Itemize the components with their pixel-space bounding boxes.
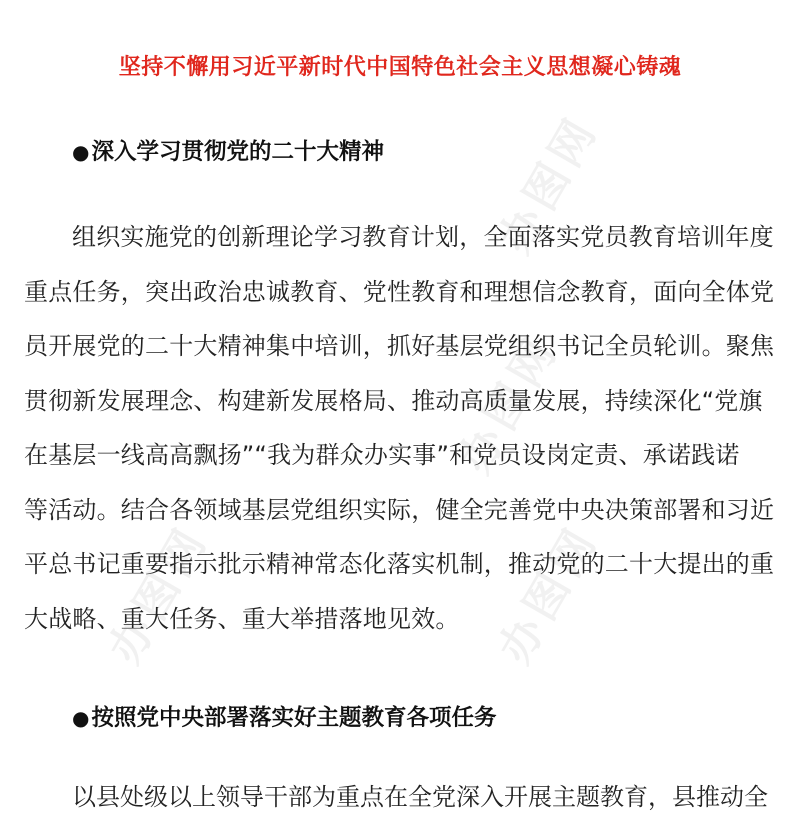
watermark: 办图网 bbox=[99, 516, 219, 672]
watermark: 办图网 bbox=[449, 326, 569, 482]
paragraph-line: 平总书记重要指示批示精神常态化落实机制，推动党的二十大提出的重 bbox=[24, 550, 775, 578]
paragraph-line: 大战略、重大任务、重大举措落地见效。 bbox=[24, 604, 460, 633]
paragraph-line: 员开展党的二十大精神集中培训，抓好基层党组织书记全员轮训。聚焦 bbox=[24, 332, 775, 360]
watermark: 办图网 bbox=[489, 516, 609, 672]
bullet-icon: ● bbox=[72, 706, 90, 730]
section-heading-study bbox=[72, 136, 384, 168]
paragraph-line-partial: 以县处级以上领导干部为重点在全党深入开展主题教育，县推动全 bbox=[72, 783, 768, 811]
section-heading-text: 深入学习贯彻党的二十大精神 bbox=[91, 139, 384, 165]
paragraph-line: 等活动。结合各领域基层党组织实际，健全完善党中央决策部署和习近 bbox=[24, 495, 775, 524]
section-heading-text: 按照党中央部署落实好主题教育各项任务 bbox=[91, 705, 497, 731]
watermark: 办图网 bbox=[489, 106, 609, 262]
section-heading-tasks bbox=[72, 702, 496, 734]
paragraph-line: 组织实施党的创新理论学习教育计划，全面落实党员教育培训年度 bbox=[72, 223, 774, 251]
section-paragraph bbox=[24, 218, 780, 654]
paragraph-line: 在基层一线高高飘扬”“我为群众办实事”和党员设岗定责、承诺践诺 bbox=[24, 441, 740, 469]
bullet-icon: ● bbox=[72, 140, 90, 164]
document-title: 坚持不懈用习近平新时代中国特色社会主义思想凝心铸魂 bbox=[118, 55, 682, 80]
paragraph-line: 贯彻新发展理念、构建新发展格局、推动高质量发展，持续深化“党旗 bbox=[24, 386, 763, 415]
paragraph-line: 重点任务，突出政治忠诚教育、党性教育和理想信念教育，面向全体党 bbox=[24, 277, 775, 306]
